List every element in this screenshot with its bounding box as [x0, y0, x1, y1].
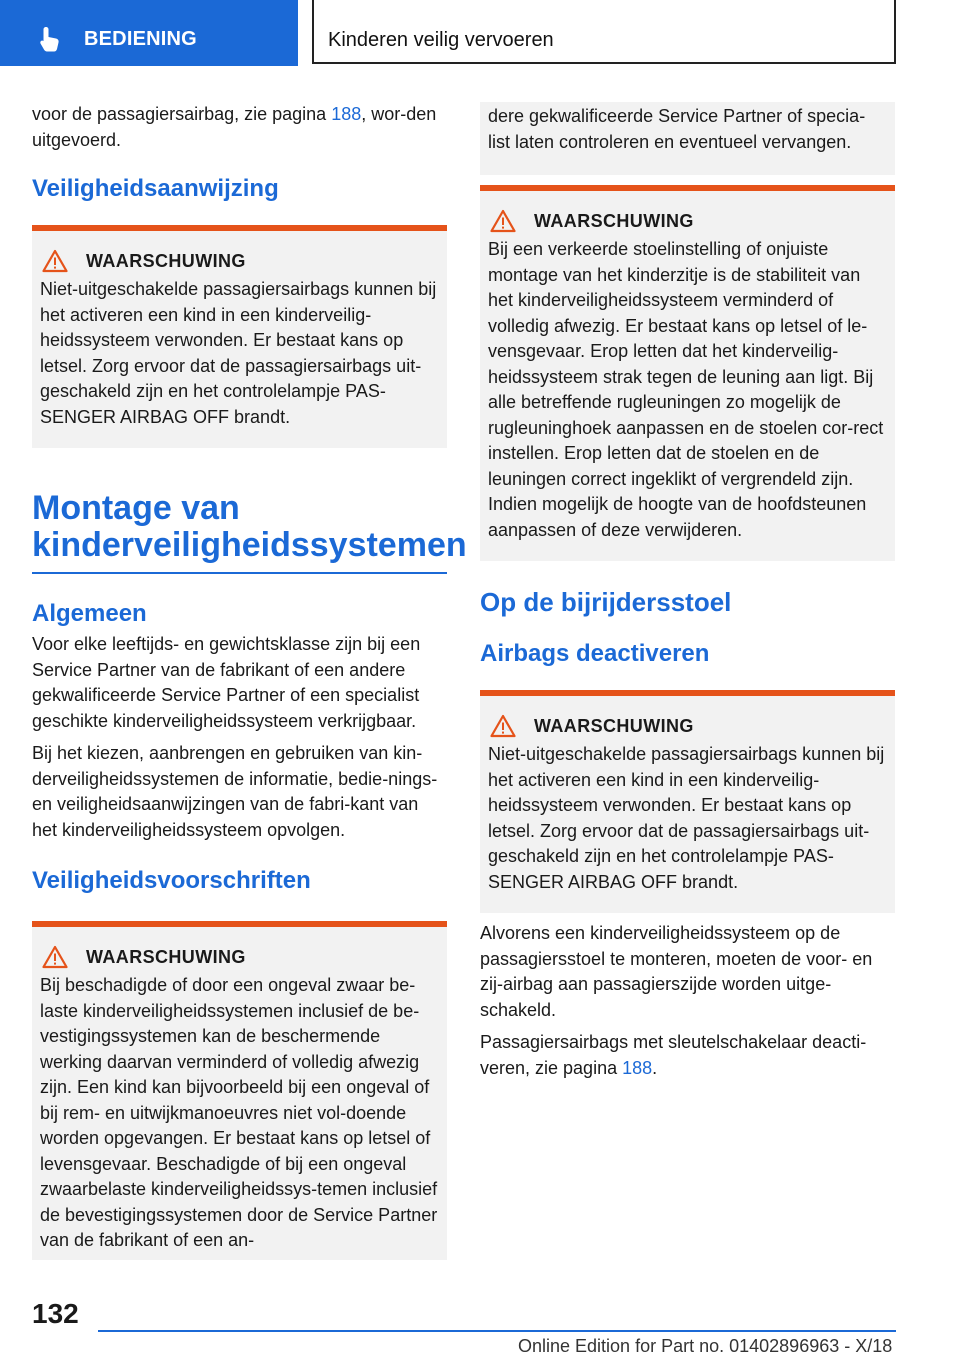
warning-title: WAARSCHUWING: [534, 210, 694, 231]
warning-text: Niet-uitgeschakelde passagiersairbags kunnen bij het activeren een kind in een kinderveilig‐heidssysteem verwonden. Er bestaat kans op letsel. Zorg ervoor dat de passagiersairbags uit‐geschakeld zijn en het controlelampje PAS‐SENGER AIRBAG OFF brandt.: [40, 279, 437, 427]
paragraph: Voor elke leeftijds- en gewichtsklasse zijn bij een Service Partner van de fabrikant of een andere gekwalificeerde Service Partner of een specialist geschikte kinderveiligheidssysteem verkrijgbaar.: [32, 634, 421, 731]
warning-title: WAARSCHUWING: [86, 946, 246, 967]
footer-rule: [98, 1330, 896, 1332]
right-column: [480, 102, 895, 1088]
section-tab[interactable]: [0, 0, 298, 66]
section-label: BEDIENING: [84, 28, 197, 50]
heading-deactivate-airbags: Airbags deactiveren: [480, 640, 710, 667]
warning-triangle-icon: [490, 209, 516, 233]
edition-note: Online Edition for Part no. 01402896963 - X/18: [518, 1336, 893, 1356]
warning-box: [480, 185, 895, 561]
warning-title: WAARSCHUWING: [86, 250, 246, 271]
intro-paragraph: voor de passagiersairbag, zie pagina 188, wor‐den uitgevoerd.: [32, 104, 437, 150]
warning-text: Bij een verkeerde stoelinstelling of onjuiste montage van het kinderzitje is de stabiliteit van het kinderveiligheidssysteem verminderd of volledig afwezig. Er bestaat kans op letsel of le‐vensgevaar. Erop letten dat het kinderveilig‐heidssysteem strak tegen de leuning aan ligt. Bij alle betreffende rugleuningen zo mogelijk de rugleuninghoek aanpassen en de stoelen cor‐rect instellen. Erop letten dat de stoelen en de leuningen correct ingeklikt of vergrendeld zijn. Indien mogelijk de hoogte van de hoofdsteunen aanpassen of deze verwijderen.: [488, 239, 884, 540]
warning-box: [480, 690, 895, 913]
warning-text: Bij beschadigde of door een ongeval zwaar be‐laste kinderveiligheidssystemen inclusief de be‐vestigingssystemen kan de beschermende werking daarvan verminderd of volledig afwezig zijn. Een kind kan bijvoorbeeld bij een ongeval of bij rem- en uitwijkmanoeuvres niet vol‐doende worden opgevangen. Er bestaat kans op letsel of levensgevaar. Beschadigde of bij een ongeval zwaarbelaste kinderveiligheidssys‐temen inclusief de bevestigingssystemen door de Service Partner van de fabrikant of een an‐: [40, 975, 438, 1250]
warning-triangle-icon: [42, 945, 68, 969]
page-link[interactable]: 188: [331, 104, 362, 124]
main-heading: Montage van kinderveiligheidssystemen: [32, 489, 467, 564]
warning-triangle-icon: [42, 249, 68, 273]
warning-triangle-icon: [490, 714, 516, 738]
warning-box: [32, 225, 447, 448]
heading-safety: Veiligheidsaanwijzing: [32, 175, 279, 202]
warning-box-continued: [480, 102, 895, 175]
paragraph: Bij het kiezen, aanbrengen en gebruiken van kin‐derveiligheidssystemen de informatie, bedie‐nings- en veiligheidsaanwijzingen van de fabri‐kant van het kinderveiligheidssysteem opvolgen.: [32, 743, 438, 840]
paragraph: Alvorens een kinderveiligheidssysteem op de passagiersstoel te monteren, moeten de voor- en zij-airbag aan passagierszijde worden uitge‐schakeld.: [480, 923, 873, 1020]
warning-text: Niet-uitgeschakelde passagiersairbags kunnen bij het activeren een kind in een kinderveilig‐heidssysteem verwonden. Er bestaat kans op letsel. Zorg ervoor dat de passagiersairbags uit‐geschakeld zijn en het controlelampje PAS‐SENGER AIRBAG OFF brandt.: [488, 744, 885, 892]
warning-box: [32, 921, 447, 1260]
warning-title: WAARSCHUWING: [534, 715, 694, 736]
heading-rule: [32, 572, 447, 574]
hand-pointer-icon: [36, 24, 66, 54]
heading-passenger-seat: Op de bijrijdersstoel: [480, 587, 732, 617]
heading-regulations: Veiligheidsvoorschriften: [32, 867, 311, 894]
heading-general: Algemeen: [32, 600, 147, 627]
chapter-title: Kinderen veilig vervoeren: [328, 29, 554, 51]
paragraph: Passagiersairbags met sleutelschakelaar deacti‐veren, zie pagina 188.: [480, 1032, 867, 1078]
warning-text: dere gekwalificeerde Service Partner of specia‐list laten controleren en eventueel vervangen.: [488, 106, 866, 152]
page-number: 132: [32, 1298, 79, 1329]
page-link[interactable]: 188: [622, 1057, 653, 1078]
left-column: [32, 102, 467, 1260]
chapter-header: [312, 0, 896, 64]
